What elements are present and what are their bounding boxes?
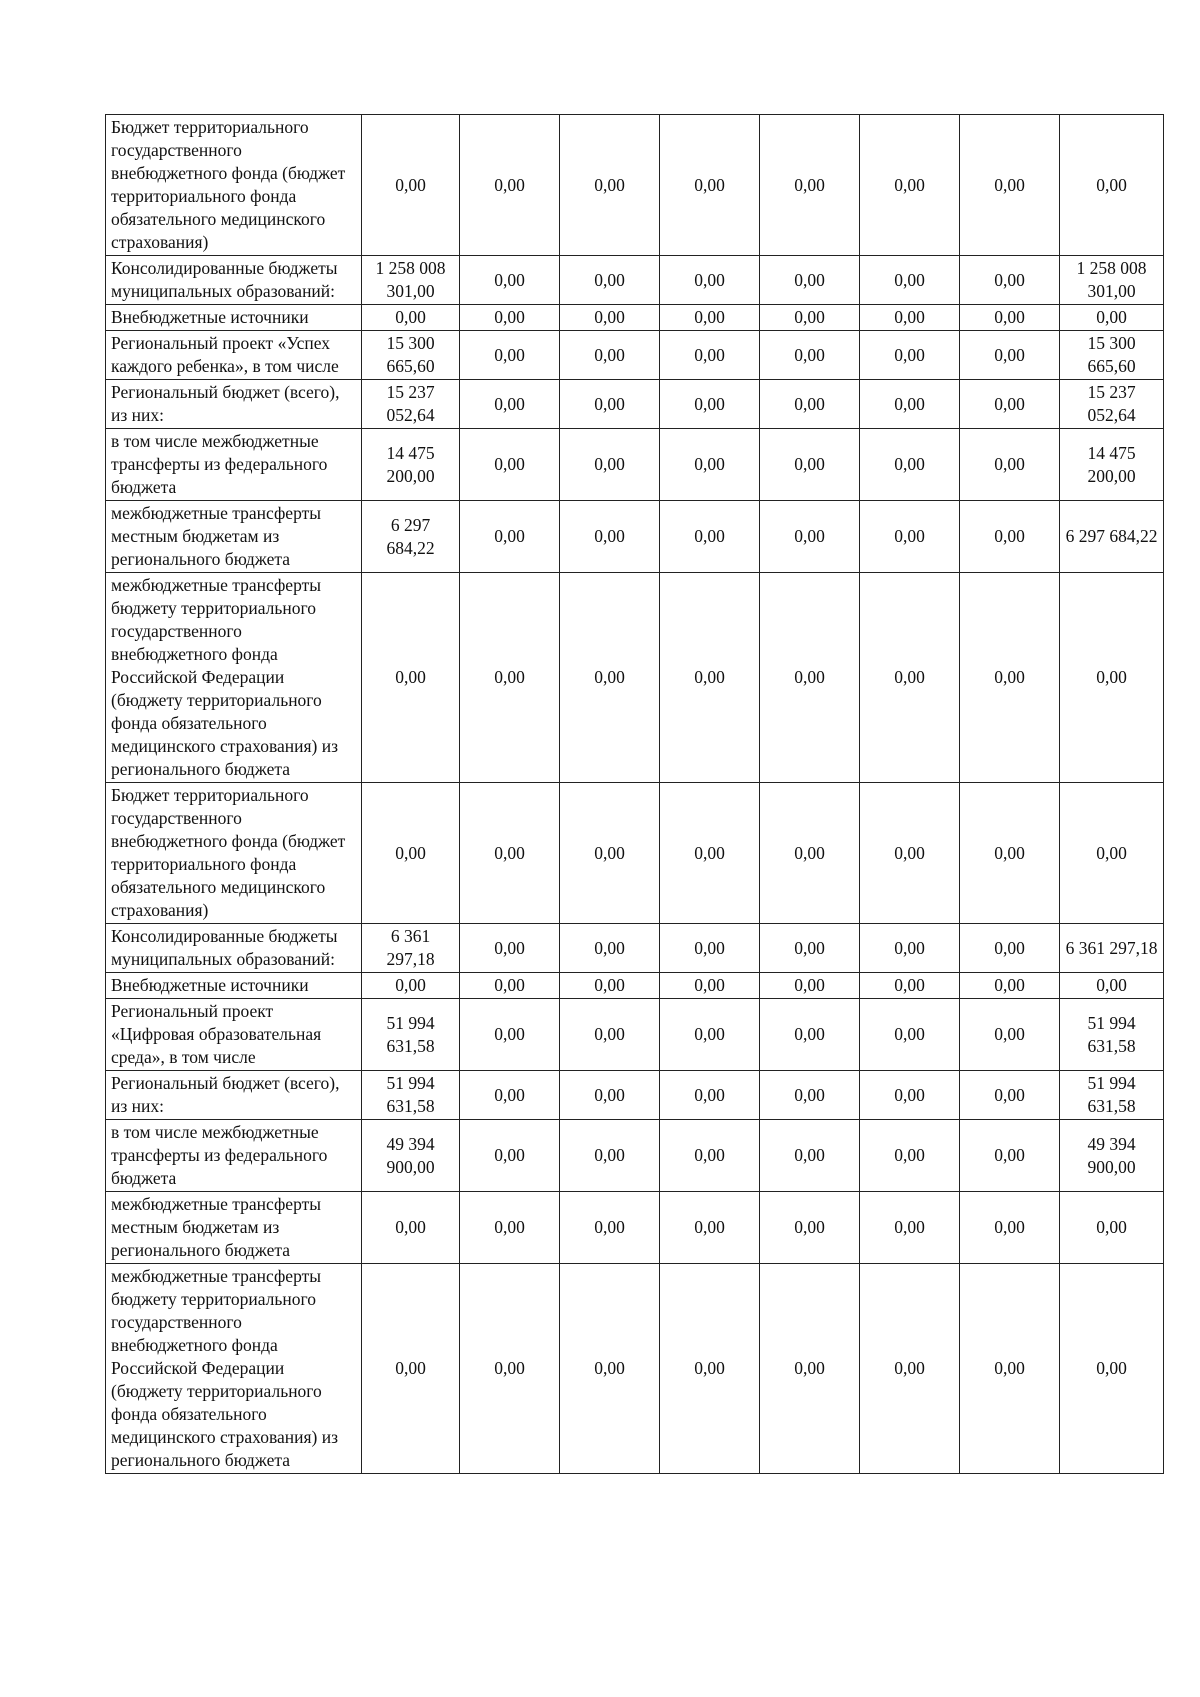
table-cell: 14 475 200,00	[362, 429, 460, 501]
table-cell: 0,00	[860, 1071, 960, 1120]
table-cell: 0,00	[860, 429, 960, 501]
table-cell: 15 300 665,60	[362, 331, 460, 380]
table-cell: 0,00	[560, 256, 660, 305]
table-cell: 6 297 684,22	[1060, 501, 1164, 573]
table-cell: 0,00	[460, 783, 560, 924]
row-label: межбюджетные трансферты бюджету территориального государственного внебюджетного фонда Российской Федерации (бюджету территориального фонда обязательного медицинского страхования) из регионального бюджета	[106, 573, 362, 783]
table-cell: 0,00	[760, 973, 860, 999]
table-cell: 0,00	[362, 1192, 460, 1264]
table-cell: 0,00	[660, 783, 760, 924]
row-label: Региональный проект «Цифровая образовательная среда», в том числе	[106, 999, 362, 1071]
table-cell: 0,00	[460, 331, 560, 380]
table-cell: 0,00	[660, 501, 760, 573]
table-cell: 0,00	[960, 973, 1060, 999]
table-cell: 14 475 200,00	[1060, 429, 1164, 501]
table-cell: 0,00	[560, 501, 660, 573]
table-row	[106, 115, 1164, 256]
table-cell: 0,00	[860, 380, 960, 429]
table-cell: 0,00	[760, 501, 860, 573]
table-cell: 0,00	[760, 573, 860, 783]
table-cell: 0,00	[1060, 1264, 1164, 1474]
table-cell: 1 258 008 301,00	[1060, 256, 1164, 305]
table-cell: 0,00	[860, 331, 960, 380]
table-cell: 0,00	[760, 1264, 860, 1474]
table-cell: 0,00	[460, 501, 560, 573]
budget-table	[105, 114, 1164, 1474]
table-cell: 0,00	[860, 973, 960, 999]
table-cell: 0,00	[362, 1264, 460, 1474]
table-cell: 0,00	[660, 573, 760, 783]
table-cell: 0,00	[760, 1120, 860, 1192]
table-cell: 0,00	[362, 115, 460, 256]
table-cell: 0,00	[560, 573, 660, 783]
table-cell: 0,00	[760, 999, 860, 1071]
table-cell: 0,00	[760, 256, 860, 305]
table-cell: 0,00	[660, 380, 760, 429]
table-cell: 0,00	[560, 973, 660, 999]
table-cell: 0,00	[460, 1120, 560, 1192]
table-cell: 0,00	[860, 256, 960, 305]
table-cell: 0,00	[960, 999, 1060, 1071]
table-cell: 0,00	[960, 501, 1060, 573]
table-cell: 0,00	[660, 973, 760, 999]
table-cell: 0,00	[960, 1071, 1060, 1120]
table-cell: 0,00	[362, 783, 460, 924]
table-cell: 0,00	[560, 1071, 660, 1120]
table-cell: 0,00	[760, 429, 860, 501]
table-cell: 0,00	[660, 256, 760, 305]
table-cell: 0,00	[660, 429, 760, 501]
row-label: в том числе межбюджетные трансферты из федерального бюджета	[106, 429, 362, 501]
row-label: Бюджет территориального государственного внебюджетного фонда (бюджет территориального фонда обязательного медицинского страхования)	[106, 783, 362, 924]
table-cell: 0,00	[960, 256, 1060, 305]
table-row	[106, 999, 1164, 1071]
table-cell: 0,00	[460, 256, 560, 305]
table-cell: 51 994 631,58	[1060, 999, 1164, 1071]
row-label: межбюджетные трансферты местным бюджетам из регионального бюджета	[106, 501, 362, 573]
table-cell: 15 237 052,64	[362, 380, 460, 429]
table-cell: 0,00	[1060, 115, 1164, 256]
table-cell: 0,00	[760, 380, 860, 429]
table-cell: 0,00	[362, 305, 460, 331]
table-cell: 0,00	[460, 1192, 560, 1264]
table-row	[106, 501, 1164, 573]
row-label: Региональный проект «Успех каждого ребенка», в том числе	[106, 331, 362, 380]
table-cell: 49 394 900,00	[362, 1120, 460, 1192]
table-cell: 0,00	[860, 1120, 960, 1192]
table-cell: 0,00	[1060, 305, 1164, 331]
table-cell: 0,00	[560, 115, 660, 256]
table-cell: 0,00	[960, 924, 1060, 973]
table-row	[106, 573, 1164, 783]
table-row	[106, 305, 1164, 331]
table-body	[106, 115, 1164, 1474]
table-cell: 0,00	[560, 305, 660, 331]
table-cell: 0,00	[660, 924, 760, 973]
table-cell: 0,00	[560, 783, 660, 924]
table-cell: 0,00	[460, 305, 560, 331]
table-cell: 0,00	[860, 305, 960, 331]
table-row	[106, 429, 1164, 501]
table-cell: 0,00	[560, 380, 660, 429]
table-cell: 0,00	[460, 573, 560, 783]
table-row	[106, 1120, 1164, 1192]
table-cell: 0,00	[960, 1120, 1060, 1192]
table-cell: 0,00	[660, 999, 760, 1071]
table-row	[106, 973, 1164, 999]
table-cell: 51 994 631,58	[1060, 1071, 1164, 1120]
table-cell: 0,00	[960, 1192, 1060, 1264]
table-cell: 0,00	[560, 1192, 660, 1264]
row-label: Региональный бюджет (всего), из них:	[106, 1071, 362, 1120]
table-cell: 0,00	[560, 1120, 660, 1192]
table-cell: 49 394 900,00	[1060, 1120, 1164, 1192]
table-cell: 15 237 052,64	[1060, 380, 1164, 429]
table-cell: 0,00	[760, 1192, 860, 1264]
row-label: Региональный бюджет (всего), из них:	[106, 380, 362, 429]
table-cell: 0,00	[760, 331, 860, 380]
table-cell: 0,00	[460, 115, 560, 256]
table-cell: 0,00	[460, 380, 560, 429]
table-cell: 0,00	[560, 1264, 660, 1474]
table-cell: 0,00	[460, 999, 560, 1071]
table-row	[106, 924, 1164, 973]
row-label: межбюджетные трансферты бюджету территориального государственного внебюджетного фонда Российской Федерации (бюджету территориального фонда обязательного медицинского страхования) из регионального бюджета	[106, 1264, 362, 1474]
table-row	[106, 783, 1164, 924]
table-cell: 0,00	[460, 973, 560, 999]
table-cell: 0,00	[760, 305, 860, 331]
table-cell: 0,00	[460, 924, 560, 973]
table-cell: 15 300 665,60	[1060, 331, 1164, 380]
table-cell: 0,00	[960, 573, 1060, 783]
table-cell: 6 361 297,18	[362, 924, 460, 973]
table-row	[106, 380, 1164, 429]
row-label: Консолидированные бюджеты муниципальных образований:	[106, 924, 362, 973]
table-cell: 0,00	[960, 1264, 1060, 1474]
table-cell: 0,00	[860, 924, 960, 973]
table-cell: 0,00	[860, 115, 960, 256]
row-label: Консолидированные бюджеты муниципальных образований:	[106, 256, 362, 305]
table-cell: 0,00	[1060, 783, 1164, 924]
table-cell: 0,00	[960, 305, 1060, 331]
table-cell: 0,00	[960, 331, 1060, 380]
table-cell: 0,00	[660, 1264, 760, 1474]
table-row	[106, 1264, 1164, 1474]
table-row	[106, 256, 1164, 305]
table-cell: 0,00	[560, 924, 660, 973]
table-cell: 0,00	[560, 331, 660, 380]
table-cell: 0,00	[660, 1192, 760, 1264]
table-cell: 0,00	[960, 115, 1060, 256]
table-cell: 51 994 631,58	[362, 1071, 460, 1120]
table-cell: 0,00	[362, 973, 460, 999]
table-cell: 0,00	[860, 501, 960, 573]
table-cell: 0,00	[760, 1071, 860, 1120]
table-cell: 0,00	[660, 1120, 760, 1192]
table-cell: 1 258 008 301,00	[362, 256, 460, 305]
row-label: Внебюджетные источники	[106, 305, 362, 331]
table-cell: 0,00	[460, 429, 560, 501]
table-cell: 0,00	[362, 573, 460, 783]
table-cell: 0,00	[460, 1071, 560, 1120]
table-cell: 0,00	[960, 429, 1060, 501]
table-row	[106, 1192, 1164, 1264]
table-cell: 0,00	[960, 380, 1060, 429]
table-cell: 6 361 297,18	[1060, 924, 1164, 973]
table-cell: 0,00	[960, 783, 1060, 924]
table-row	[106, 1071, 1164, 1120]
table-row	[106, 331, 1164, 380]
table-cell: 0,00	[660, 115, 760, 256]
table-cell: 51 994 631,58	[362, 999, 460, 1071]
row-label: Внебюджетные источники	[106, 973, 362, 999]
table-cell: 0,00	[1060, 573, 1164, 783]
table-cell: 0,00	[760, 924, 860, 973]
table-cell: 0,00	[1060, 973, 1164, 999]
table-cell: 0,00	[1060, 1192, 1164, 1264]
table-cell: 0,00	[460, 1264, 560, 1474]
table-cell: 0,00	[560, 999, 660, 1071]
table-cell: 0,00	[760, 115, 860, 256]
table-cell: 6 297 684,22	[362, 501, 460, 573]
table-cell: 0,00	[860, 1264, 960, 1474]
table-cell: 0,00	[860, 573, 960, 783]
row-label: межбюджетные трансферты местным бюджетам из регионального бюджета	[106, 1192, 362, 1264]
table-cell: 0,00	[660, 305, 760, 331]
table-cell: 0,00	[760, 783, 860, 924]
table-cell: 0,00	[660, 1071, 760, 1120]
row-label: Бюджет территориального государственного внебюджетного фонда (бюджет территориального фонда обязательного медицинского страхования)	[106, 115, 362, 256]
table-cell: 0,00	[660, 331, 760, 380]
table-cell: 0,00	[860, 783, 960, 924]
table-cell: 0,00	[860, 999, 960, 1071]
table-cell: 0,00	[860, 1192, 960, 1264]
row-label: в том числе межбюджетные трансферты из федерального бюджета	[106, 1120, 362, 1192]
table-cell: 0,00	[560, 429, 660, 501]
